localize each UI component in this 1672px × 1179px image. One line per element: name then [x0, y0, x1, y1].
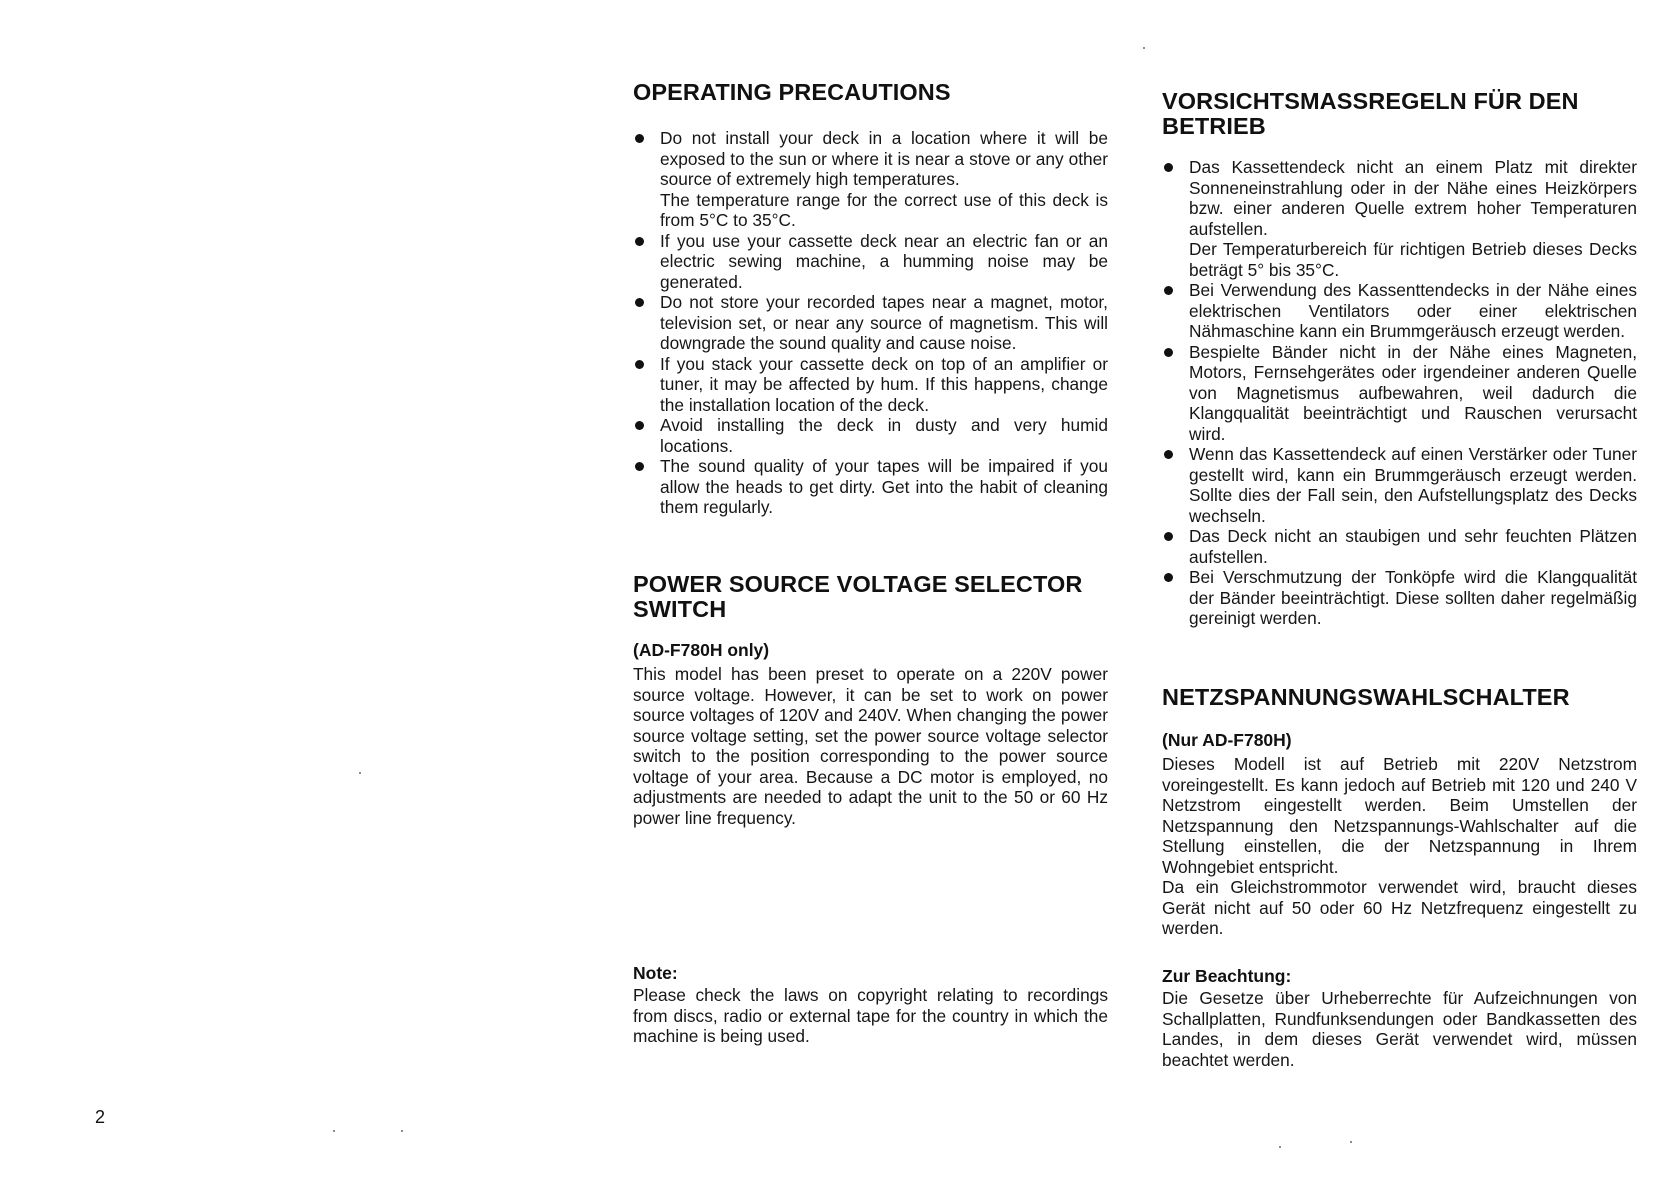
list-item: Wenn das Kassettendeck auf einen Verstärker oder Tuner gestellt wird, kann ein Brummgeräusch erzeugt werden. Sollte dies der Fall sein, den Aufstellungsplatz des Decks wechseln. — [1162, 444, 1637, 526]
netzspannungswahlschalter-subtitle: (Nur AD-F780H) — [1162, 730, 1292, 750]
bullet-icon — [1164, 532, 1173, 541]
bullet-icon — [635, 134, 644, 143]
list-item: Bespielte Bänder nicht in der Nähe eines Magneten, Motors, Fernsehgerätes oder irgendeiner anderen Quelle von Magnetismus aufbewahren, weil dadurch die Klangqualität beeinträchtigt und Rauschen verursacht wird. — [1162, 342, 1637, 445]
bullet-icon — [1164, 573, 1173, 582]
list-item: The sound quality of your tapes will be impaired if you allow the heads to get dirty. Get into the habit of cleaning them regularly. — [633, 456, 1108, 518]
note-body: Please check the laws on copyright relating to recordings from discs, radio or external tape for the country in which the machine is being used. — [633, 985, 1108, 1046]
voltage-selector-title: POWER SOURCE VOLTAGE SELECTOR SWITCH — [633, 571, 1083, 622]
scan-speck — [1143, 47, 1145, 49]
list-item: If you use your cassette deck near an electric fan or an electric sewing machine, a humming noise may be generated. — [633, 231, 1108, 293]
list-item: Do not store your recorded tapes near a magnet, motor, television set, or near any source of magnetism. This will downgrade the sound quality and cause noise. — [633, 292, 1108, 354]
vorsichtsmassregeln-list — [1162, 157, 1637, 629]
bullet-icon — [635, 462, 644, 471]
note-title: Note: — [633, 963, 678, 983]
netzspannungswahlschalter-title: NETZSPANNUNGSWAHLSCHALTER — [1162, 684, 1570, 710]
operating-precautions-list — [633, 128, 1108, 518]
scan-speck — [1350, 1141, 1352, 1143]
bullet-icon — [1164, 163, 1173, 172]
list-item: Do not install your deck in a location where it will be exposed to the sun or where it is near a stove or any other source of extremely high temperatures. The temperature range for the correct use of this deck is from 5°C to 35°C. — [633, 128, 1108, 231]
bullet-icon — [635, 298, 644, 307]
bullet-icon — [635, 237, 644, 246]
list-item: Bei Verschmutzung der Tonköpfe wird die Klangqualität der Bänder beeinträchtigt. Diese sollten daher regelmäßig gereinigt werden. — [1162, 567, 1637, 629]
voltage-selector-body: This model has been preset to operate on a 220V power source voltage. However, it can be set to work on power source voltages of 120V and 240V. When changing the power source voltage setting, set the power source voltage selector switch to the position corresponding to the power source voltage of your area. Because a DC motor is employed, no adjustments are needed to adapt the unit to the 50 or 60 Hz power line frequency. — [633, 664, 1108, 828]
bullet-icon — [1164, 286, 1173, 295]
voltage-selector-subtitle: (AD-F780H only) — [633, 640, 770, 660]
list-item: Das Kassettendeck nicht an einem Platz mit direkter Sonneneinstrahlung oder in der Nähe eines Heizkörpers bzw. einer anderen Quelle extrem hoher Temperaturen aufstellen. Der Temperaturbereich für richtigen Betrieb dieses Decks beträgt 5° bis 35°C. — [1162, 157, 1637, 280]
operating-precautions-title: OPERATING PRECAUTIONS — [633, 79, 951, 105]
scan-speck — [1279, 1146, 1281, 1148]
bullet-icon — [635, 360, 644, 369]
list-item: If you stack your cassette deck on top of an amplifier or tuner, it may be affected by hum. If this happens, change the installation location of the deck. — [633, 354, 1108, 416]
bullet-icon — [1164, 348, 1173, 357]
list-item: Avoid installing the deck in dusty and very humid locations. — [633, 415, 1108, 456]
scan-speck — [333, 1130, 335, 1132]
page-number: 2 — [95, 1107, 106, 1127]
vorsichtsmassregeln-title: VORSICHTSMASSREGELN FÜR DEN BETRIEB — [1162, 88, 1579, 139]
list-item: Das Deck nicht an staubigen und sehr feuchten Plätzen aufstellen. — [1162, 526, 1637, 567]
netzspannungswahlschalter-body: Dieses Modell ist auf Betrieb mit 220V Netzstrom voreingestellt. Es kann jedoch auf Betrieb mit 120 und 240 V Netzstrom eingestellt werden. Beim Umstellen der Netzspannung den Netzspannungs-Wahlschalter auf die Stellung einstellen, die der Netzspannung in Ihrem Wohngebiet entspricht. Da ein Gleichstrommotor verwendet wird, braucht dieses Gerät nicht auf 50 oder 60 Hz Netzfrequenz eingestellt zu werden. — [1162, 754, 1637, 938]
bullet-icon — [635, 421, 644, 430]
scan-speck — [359, 772, 361, 774]
zur-beachtung-title: Zur Beachtung: — [1162, 966, 1292, 986]
scan-speck — [401, 1130, 403, 1132]
zur-beachtung-body: Die Gesetze über Urheberrechte für Aufzeichnungen von Schallplatten, Rundfunksendungen oder Bandkassetten des Landes, in dem dieses Gerät verwendet wird, müssen beachtet werden. — [1162, 988, 1637, 1070]
list-item: Bei Verwendung des Kassenttendecks in der Nähe eines elektrischen Ventilators oder einer elektrischen Nähmaschine kann ein Brummgeräusch erzeugt werden. — [1162, 280, 1637, 342]
bullet-icon — [1164, 450, 1173, 459]
